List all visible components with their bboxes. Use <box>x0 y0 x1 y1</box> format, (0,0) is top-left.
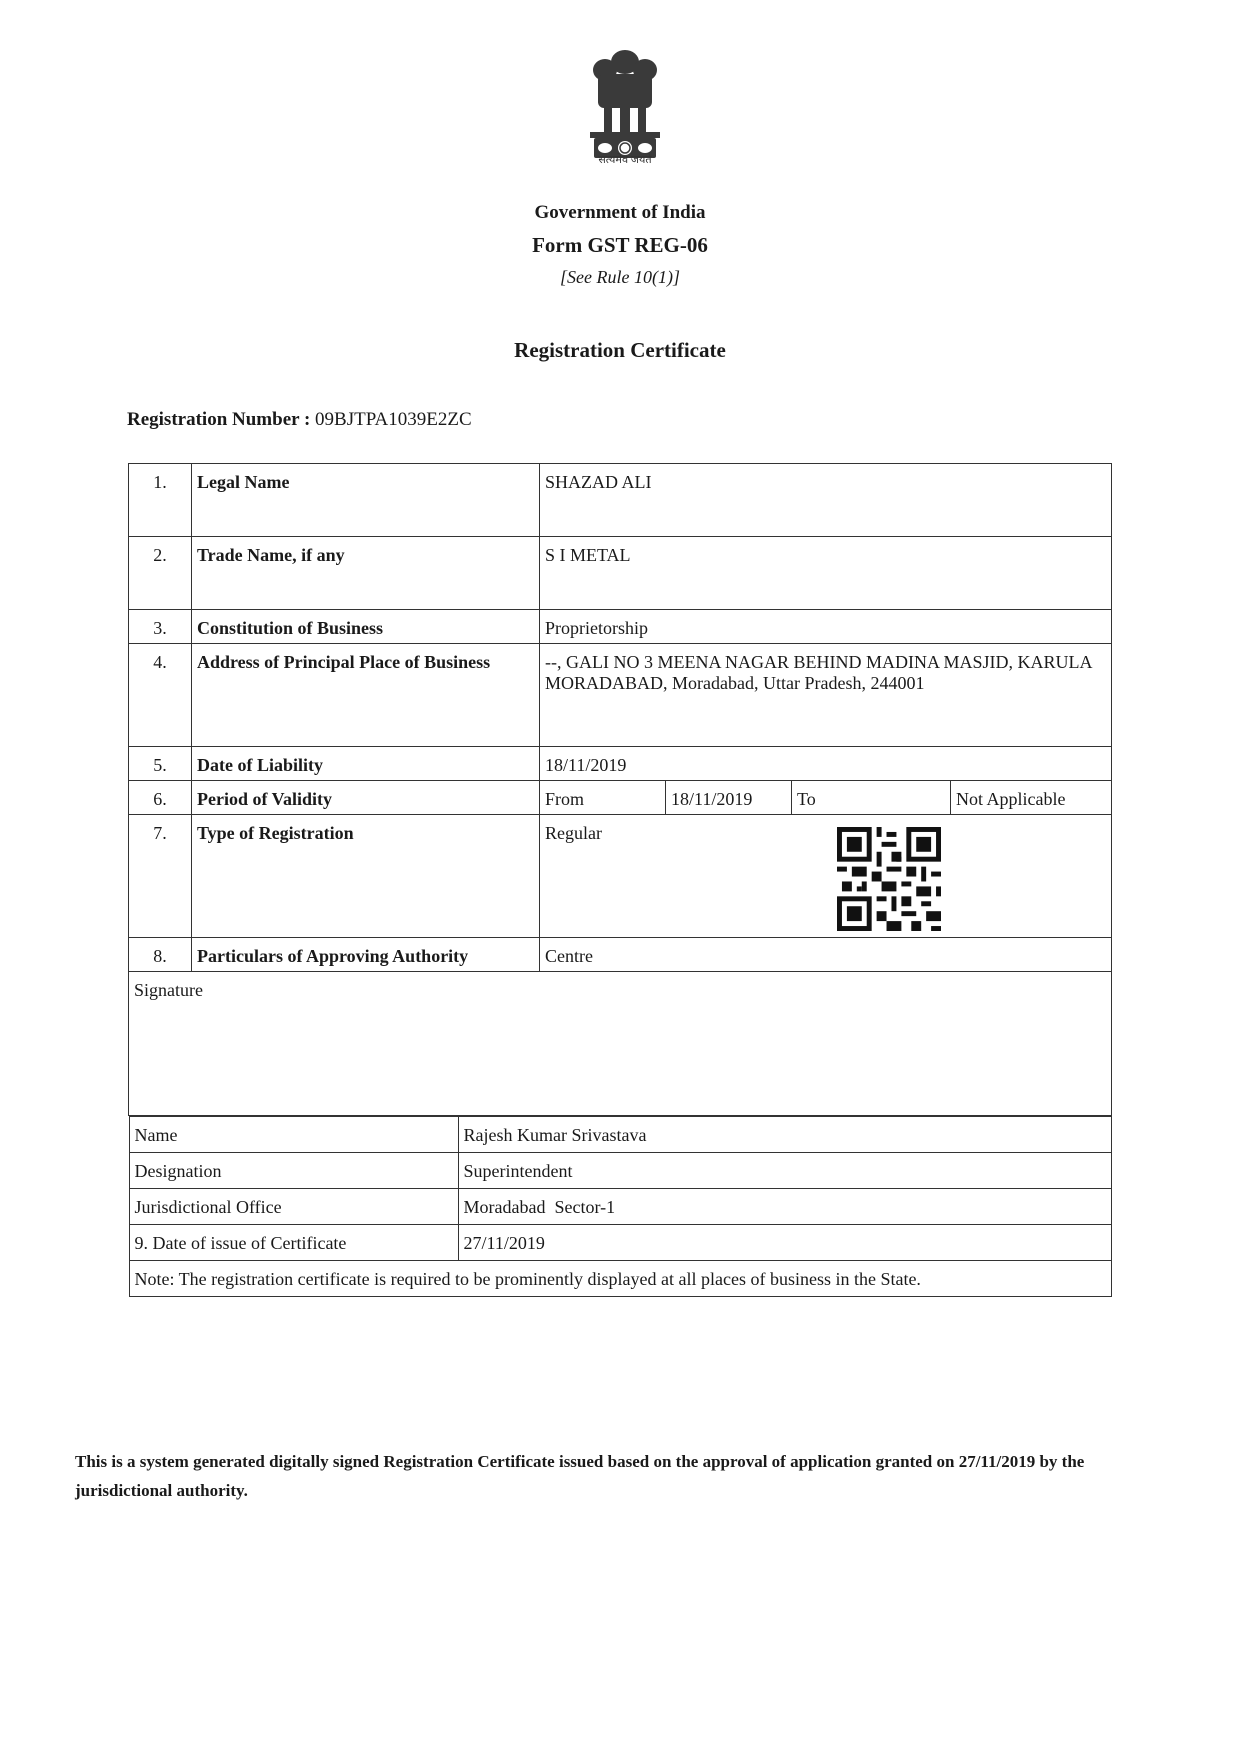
liability-date-value: 18/11/2019 <box>540 747 1112 781</box>
certificate-title: Registration Certificate <box>514 338 726 362</box>
address-label: Address of Principal Place of Business <box>192 644 540 747</box>
constitution-value: Proprietorship <box>540 610 1112 644</box>
officer-details-table <box>129 1116 1112 1297</box>
validity-to-value: Not Applicable <box>951 781 1112 815</box>
designation-value: Superintendent <box>458 1153 1111 1189</box>
validity-label: Period of Validity <box>192 781 540 815</box>
table-row <box>129 1189 1111 1225</box>
table-row <box>129 781 1112 815</box>
registration-number <box>127 409 472 431</box>
table-row <box>129 815 1112 938</box>
validity-from-label: From <box>540 781 666 815</box>
jurisdictional-office-label: Jurisdictional Office <box>129 1189 458 1225</box>
registration-type-label: Type of Registration <box>192 815 540 938</box>
row-number: 7. <box>129 815 192 938</box>
row-number: 5. <box>129 747 192 781</box>
table-row <box>129 464 1112 537</box>
certificate-table <box>128 463 1112 1297</box>
qr-code-icon <box>837 827 941 931</box>
legal-name-label: Legal Name <box>192 464 540 537</box>
legal-name-value: SHAZAD ALI <box>540 464 1112 537</box>
approving-authority-label: Particulars of Approving Authority <box>192 938 540 972</box>
table-row <box>129 537 1112 610</box>
signature-area: Signature <box>129 972 1112 1116</box>
registration-number-label: Registration Number : <box>127 409 311 430</box>
jurisdictional-office-value: Moradabad Sector-1 <box>458 1189 1111 1225</box>
table-row <box>129 1153 1111 1189</box>
table-row <box>129 644 1112 747</box>
table-row <box>129 610 1112 644</box>
validity-from-value: 18/11/2019 <box>666 781 792 815</box>
table-row <box>129 1117 1111 1153</box>
registration-number-value: 09BJTPA1039E2ZC <box>315 409 472 430</box>
government-heading: Government of India <box>534 202 706 223</box>
form-title: Form GST REG-06 <box>532 233 708 257</box>
table-row <box>129 747 1112 781</box>
emblem-motto: सत्यमेव जयते <box>598 154 652 166</box>
officer-details <box>129 1116 1112 1298</box>
row-number: 8. <box>129 938 192 972</box>
row-number: 4. <box>129 644 192 747</box>
row-number: 3. <box>129 610 192 644</box>
issue-date-value: 27/11/2019 <box>458 1225 1111 1261</box>
officer-name-label: Name <box>129 1117 458 1153</box>
rule-reference: [See Rule 10(1)] <box>560 267 680 287</box>
registration-type-cell <box>540 815 1112 938</box>
address-value: --, GALI NO 3 MEENA NAGAR BEHIND MADINA MASJID, KARULA MORADABAD, Moradabad, Uttar Pradesh, 244001 <box>540 644 1112 747</box>
table-row <box>129 938 1112 972</box>
liability-date-label: Date of Liability <box>192 747 540 781</box>
issue-date-label: 9. Date of issue of Certificate <box>129 1225 458 1261</box>
designation-label: Designation <box>129 1153 458 1189</box>
approving-authority-value: Centre <box>540 938 1112 972</box>
row-number: 1. <box>129 464 192 537</box>
display-note: Note: The registration certificate is required to be prominently displayed at all places of business in the State. <box>129 1261 1111 1297</box>
table-row <box>129 1116 1112 1298</box>
table-row <box>129 1261 1111 1297</box>
row-number: 2. <box>129 537 192 610</box>
constitution-label: Constitution of Business <box>192 610 540 644</box>
trade-name-value: S I METAL <box>540 537 1112 610</box>
registration-type-value: Regular <box>545 823 602 843</box>
trade-name-label: Trade Name, if any <box>192 537 540 610</box>
national-emblem-icon <box>570 40 680 170</box>
system-generated-notice: This is a system generated digitally signed Registration Certificate issued based on the approval of application granted on 27/11/2019 by the jurisdictional authority. <box>75 1452 1085 1500</box>
table-row <box>129 1225 1111 1261</box>
validity-to-label: To <box>792 781 951 815</box>
officer-name-value: Rajesh Kumar Srivastava <box>458 1117 1111 1153</box>
row-number: 6. <box>129 781 192 815</box>
table-row <box>129 972 1112 1116</box>
